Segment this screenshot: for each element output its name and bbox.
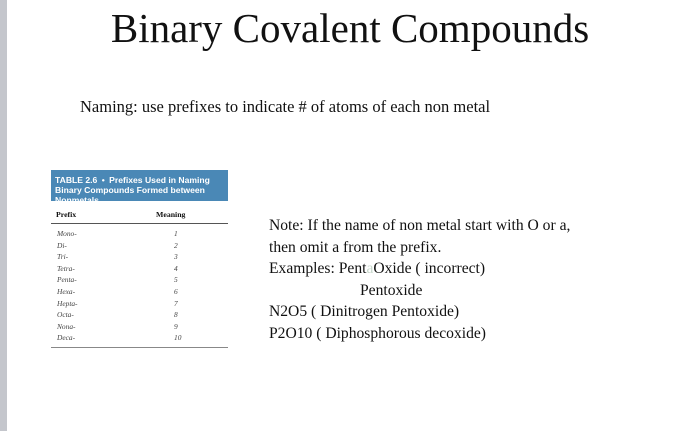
meaning-cell: 7 xyxy=(174,298,178,308)
table-row xyxy=(51,309,228,321)
meaning-cell: 5 xyxy=(174,275,178,285)
table-bullet: • xyxy=(101,175,105,185)
meaning-cell: 9 xyxy=(174,321,178,331)
table-row xyxy=(51,321,228,333)
prefix-cell: Hepta- xyxy=(57,298,78,308)
table-footer-rule xyxy=(51,347,228,352)
prefix-cell: Tetra- xyxy=(57,263,75,273)
meaning-cell: 10 xyxy=(174,333,182,343)
meaning-cell: 2 xyxy=(174,240,178,250)
meaning-cell: 4 xyxy=(174,263,178,273)
note-line: Note: If the name of non metal start with O or a, xyxy=(269,217,571,234)
col-header-meaning: Meaning xyxy=(156,210,186,219)
prefix-cell: Di- xyxy=(57,240,67,250)
prefix-cell: Deca- xyxy=(57,333,76,343)
corrected-example: Pentoxide xyxy=(360,281,423,299)
table-row xyxy=(51,251,228,263)
table-row xyxy=(51,286,228,298)
example-line xyxy=(269,258,689,280)
table-header xyxy=(51,170,228,205)
prefix-table xyxy=(51,170,228,383)
table-caption: Prefixes Used in Naming Binary Compounds Formed between Nonmetals xyxy=(55,175,210,205)
example-text: Oxide ( incorrect) xyxy=(373,260,486,277)
table-row xyxy=(51,263,228,275)
example-text: Examples: Pent xyxy=(269,260,367,277)
prefix-cell: Penta- xyxy=(57,275,77,285)
table-label: TABLE 2.6 xyxy=(55,175,98,185)
table-row xyxy=(51,240,228,252)
prefix-cell: Hexa- xyxy=(57,286,76,296)
example-n2o5: N2O5 ( Dinitrogen Pentoxide) xyxy=(269,303,460,320)
table-row xyxy=(51,274,228,286)
meaning-cell: 3 xyxy=(174,252,178,262)
note-block xyxy=(269,215,689,344)
example-p2o10: P2O10 ( Diphosphorous decoxide) xyxy=(269,324,486,342)
omitted-letter: a xyxy=(366,260,374,277)
meaning-cell: 6 xyxy=(174,286,178,296)
meaning-cell: 1 xyxy=(174,229,178,238)
table-row xyxy=(51,332,228,344)
table-row xyxy=(51,228,228,240)
slide-subtitle: Naming: use prefixes to indicate # of atoms of each non metal xyxy=(80,97,491,116)
slide-title: Binary Covalent Compounds xyxy=(110,5,590,51)
slide-left-border xyxy=(0,0,7,431)
prefix-cell: Mono- xyxy=(57,229,77,238)
col-header-prefix: Prefix xyxy=(56,210,77,219)
table-body xyxy=(51,224,228,344)
meaning-cell: 8 xyxy=(174,310,178,320)
prefix-cell: Tri- xyxy=(57,252,69,262)
note-line: then omit a from the prefix. xyxy=(269,238,442,256)
prefix-cell: Octa- xyxy=(57,310,74,320)
table-row xyxy=(51,298,228,310)
prefix-cell: Nona- xyxy=(57,321,76,331)
